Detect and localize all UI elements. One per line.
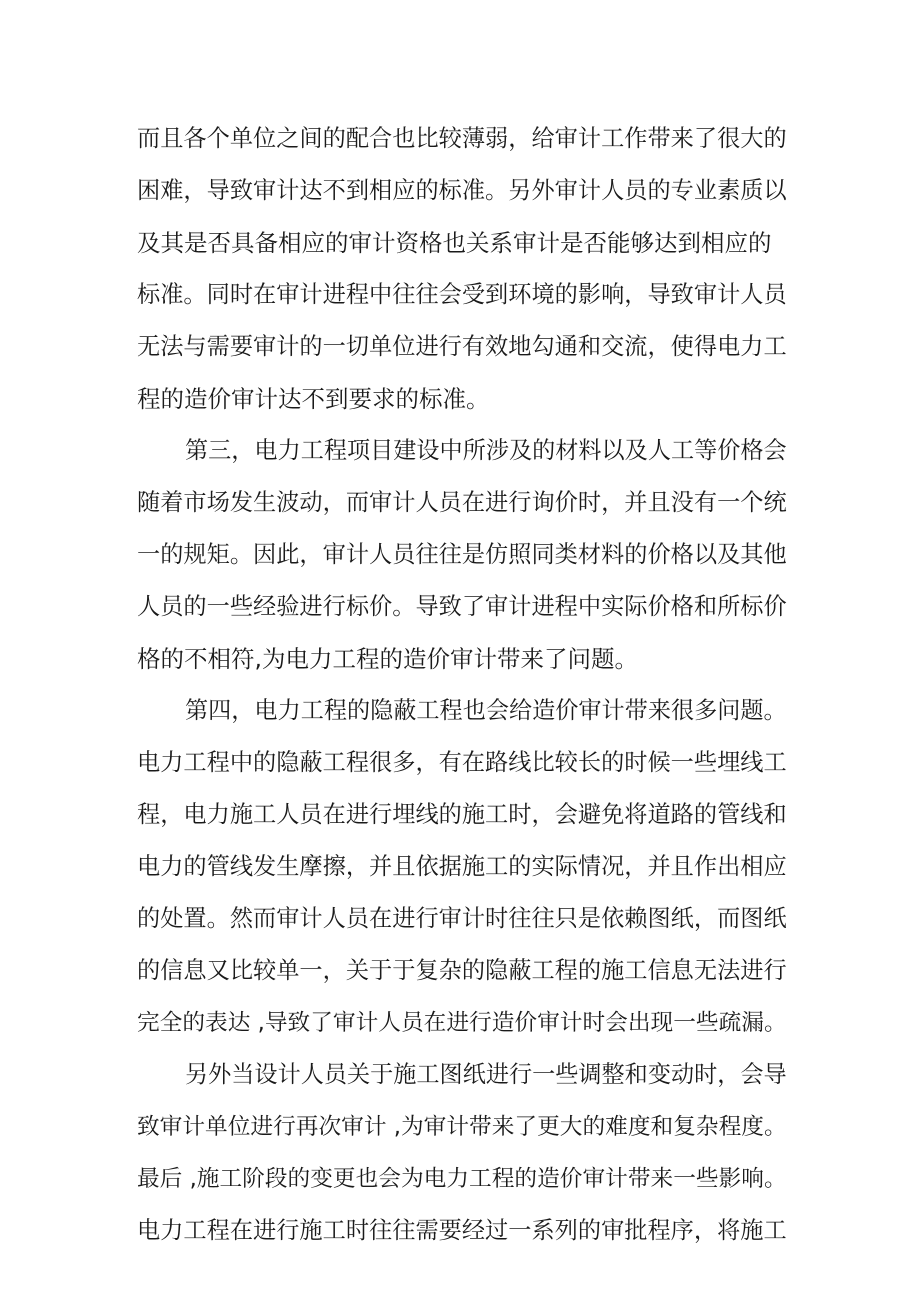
paragraph-4-line-4: 电力工程在进行施工时往往需要经过一系列的审批程序，将施工 (137, 1217, 787, 1244)
paragraph-3-line-2: 电力工程中的隐蔽工程很多，有在路线比较长的时候一些埋线工 (137, 749, 787, 776)
paragraph-3-line-6: 的信息又比较单一，关于于复杂的隐蔽工程的施工信息无法进行 (137, 957, 787, 984)
paragraph-3-line-7: 完全的表达 ,导致了审计人员在进行造价审计时会出现一些疏漏。 (137, 1010, 787, 1036)
paragraph-4-line-3: 最后 ,施工阶段的变更也会为电力工程的造价审计带来一些影响。 (137, 1166, 787, 1192)
paragraph-1-line-4: 标准。同时在审计进程中往往会受到环境的影响，导致审计人员 (137, 281, 787, 308)
paragraph-2-line-4: 人员的一些经验进行标价。导致了审计进程中实际价格和所标价 (137, 593, 787, 620)
paragraph-1-line-3: 及其是否具备相应的审计资格也关系审计是否能够达到相应的 (137, 229, 772, 257)
paragraph-3-line-1: 第四，电力工程的隐蔽工程也会给造价审计带来很多问题。 (185, 698, 787, 724)
paragraph-3-line-4: 电力的管线发生摩擦，并且依据施工的实际情况，并且作出相应 (137, 853, 787, 880)
paragraph-4-line-1: 另外当设计人员关于施工图纸进行一些调整和变动时，会导 (185, 1062, 787, 1088)
paragraph-4-line-2: 致审计单位进行再次审计 ,为审计带来了更大的难度和复杂程度。 (137, 1114, 787, 1140)
paragraph-1-line-1: 而且各个单位之间的配合也比较薄弱，给审计工作带来了很大的 (137, 125, 787, 152)
paragraph-1-line-6: 程的造价审计达不到要求的标准。 (137, 385, 490, 413)
paragraph-1-line-5: 无法与需要审计的一切单位进行有效地勾通和交流，使得电力工 (137, 333, 787, 360)
paragraph-3-line-3: 程，电力施工人员在进行埋线的施工时，会避免将道路的管线和 (137, 801, 787, 828)
paragraph-3-line-5: 的处置。然而审计人员在进行审计时往往只是依赖图纸，而图纸 (137, 905, 787, 932)
paragraph-2-line-2: 随着市场发生波动，而审计人员在进行询价时，并且没有一个统 (137, 489, 787, 516)
paragraph-2-line-5: 格的不相符,为电力工程的造价审计带来了问题。 (137, 645, 638, 673)
paragraph-2-line-1: 第三，电力工程项目建设中所涉及的材料以及人工等价格会 (185, 438, 787, 464)
paragraph-1-line-2: 困难，导致审计达不到相应的标准。另外审计人员的专业素质以 (137, 177, 787, 204)
paragraph-2-line-3: 一的规矩。因此，审计人员往往是仿照同类材料的价格以及其他 (137, 541, 787, 568)
